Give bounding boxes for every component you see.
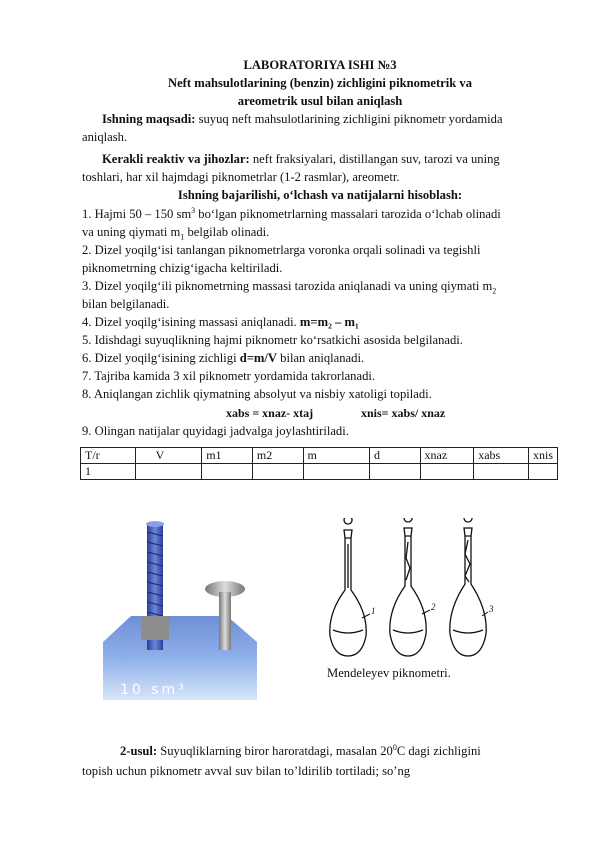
stopper-stem — [219, 592, 231, 650]
method2-text: Suyuqliklarning biror haroratdagi, masalan 20 — [157, 744, 393, 758]
flask-label-1: 1 — [371, 606, 376, 616]
method2-sup: 0 — [392, 742, 397, 752]
purpose-paragraph — [82, 111, 558, 127]
lab-subtitle-line1: Neft mahsulotlarining (benzin) zichligini piknometrik va — [167, 76, 472, 90]
step-4-formula: m=m₂ – m₁ — [299, 315, 359, 329]
mendeleyev-flasks-figure — [318, 518, 498, 660]
flask-label-3: 3 — [489, 604, 494, 614]
purpose-label: Ishning maqsadi: — [102, 112, 196, 126]
formula-absolute-error: xabs = xnaz- xtaj — [226, 406, 314, 420]
table-cell — [369, 464, 420, 480]
lab-subtitle-line2: areometrik usul bilan aniqlash — [237, 94, 403, 108]
method2-line2: topish uchun piknometr avval suv bilan to’ldirilib tortiladi; so’ng — [82, 764, 411, 778]
step-1b-text: va uning qiymati m — [82, 225, 181, 239]
table-header-cell: xnis — [528, 448, 557, 464]
volume-label: 10 sm³ — [120, 682, 187, 698]
purpose-text: suyuq neft mahsulotlarining zichligini piknometr yordamida — [195, 112, 503, 126]
table-cell — [252, 464, 303, 480]
step-3a — [82, 278, 558, 294]
figure-caption: Mendeleyev piknometri. — [327, 666, 451, 680]
table-header-cell: xabs — [474, 448, 529, 464]
step-3a-sub: 2 — [492, 286, 497, 296]
step-4-text: 4. Dizel yoqilg‘isining massasi aniqlanadi. — [82, 315, 300, 329]
table-cell — [528, 464, 557, 480]
reagents-continuation: toshlari, har xil hajmdagi piknometrlar (1-2 rasmlar), areometr. — [82, 170, 400, 184]
step-3a-text: 3. Dizel yoqilg‘ili piknometrning massasi tarozida aniqlanadi va uning qiymati m — [82, 279, 493, 293]
step-1b-sub: 1 — [180, 232, 185, 242]
step-5: 5. Idishdagi suyuqlikning hajmi piknometr ko‘rsatkichi asosida belgilanadi. — [82, 333, 463, 347]
step-6-formula: d=m/V — [239, 351, 278, 365]
step-1b-rest: belgilab olinadi. — [184, 225, 270, 239]
tube-top — [146, 521, 164, 527]
table-cell — [420, 464, 474, 480]
results-table — [80, 447, 558, 480]
step-9: 9. Olingan natijalar quyidagi jadvalga joylashtiriladi. — [82, 424, 349, 438]
tube-collar — [141, 616, 169, 640]
table-cell — [135, 464, 202, 480]
table-header-cell: V — [135, 448, 202, 464]
step-6-rest: bilan aniqlanadi. — [277, 351, 365, 365]
table-header-cell: m2 — [252, 448, 303, 464]
step-1a — [82, 206, 558, 222]
table-cell — [202, 464, 253, 480]
reagents-paragraph — [82, 151, 558, 167]
formula-relative-error: xnis= xabs/ xnaz — [361, 406, 446, 420]
table-cell — [303, 464, 369, 480]
reagents-text: neft fraksiyalari, distillangan suv, tarozi va uning — [249, 152, 500, 166]
step-2a: 2. Dizel yoqilg‘isi tanlangan piknometrlarga voronka orqali solinadi va tegishli — [82, 243, 481, 257]
step-1a-sup: 3 — [191, 205, 196, 215]
table-cell: 1 — [81, 464, 136, 480]
step-8: 8. Aniqlangan zichlik qiymatning absolyut va nisbiy xatoligi topiladi. — [82, 387, 432, 401]
step-2b: piknometrning chizig‘igacha keltiriladi. — [82, 261, 283, 275]
procedure-heading: Ishning bajarilishi, o‘lchash va natijalarni hisoblash: — [177, 188, 463, 202]
step-6-text: 6. Dizel yoqilg‘isining zichligi — [82, 351, 240, 365]
step-4 — [82, 314, 558, 330]
step-3b: bilan belgilanadi. — [82, 297, 170, 311]
purpose-continuation: aniqlash. — [82, 130, 128, 144]
lab-title: LABORATORIYA ISHI №3 — [243, 58, 397, 72]
flask-label-2: 2 — [431, 602, 436, 612]
table-header-cell: m1 — [202, 448, 253, 464]
flask-2 — [390, 518, 426, 656]
table-header-cell: d — [369, 448, 420, 464]
reagents-label: Kerakli reaktiv va jihozlar: — [102, 152, 250, 166]
step-7: 7. Tajriba kamida 3 xil piknometr yordamida takrorlanadi. — [82, 369, 376, 383]
flask-3 — [450, 518, 486, 656]
step-6 — [82, 350, 558, 366]
table-header-cell: xnaz — [420, 448, 474, 464]
method2-label: 2-usul: — [120, 744, 158, 758]
table-cell — [474, 464, 529, 480]
step-1b — [82, 224, 558, 240]
table-header-row — [81, 448, 558, 464]
table-row — [81, 464, 558, 480]
method2-line1 — [120, 743, 558, 759]
table-header-cell: m — [303, 448, 369, 464]
method2-rest: C dagi zichligini — [396, 744, 481, 758]
flask-1 — [330, 518, 366, 656]
pycnometer-figure — [95, 516, 265, 700]
step-1a-text: 1. Hajmi 50 – 150 sm — [82, 207, 192, 221]
step-1a-rest: bo‘lgan piknometrlarning massalari tarozida o‘lchab olinadi — [195, 207, 501, 221]
table-header-cell: T/r — [81, 448, 136, 464]
